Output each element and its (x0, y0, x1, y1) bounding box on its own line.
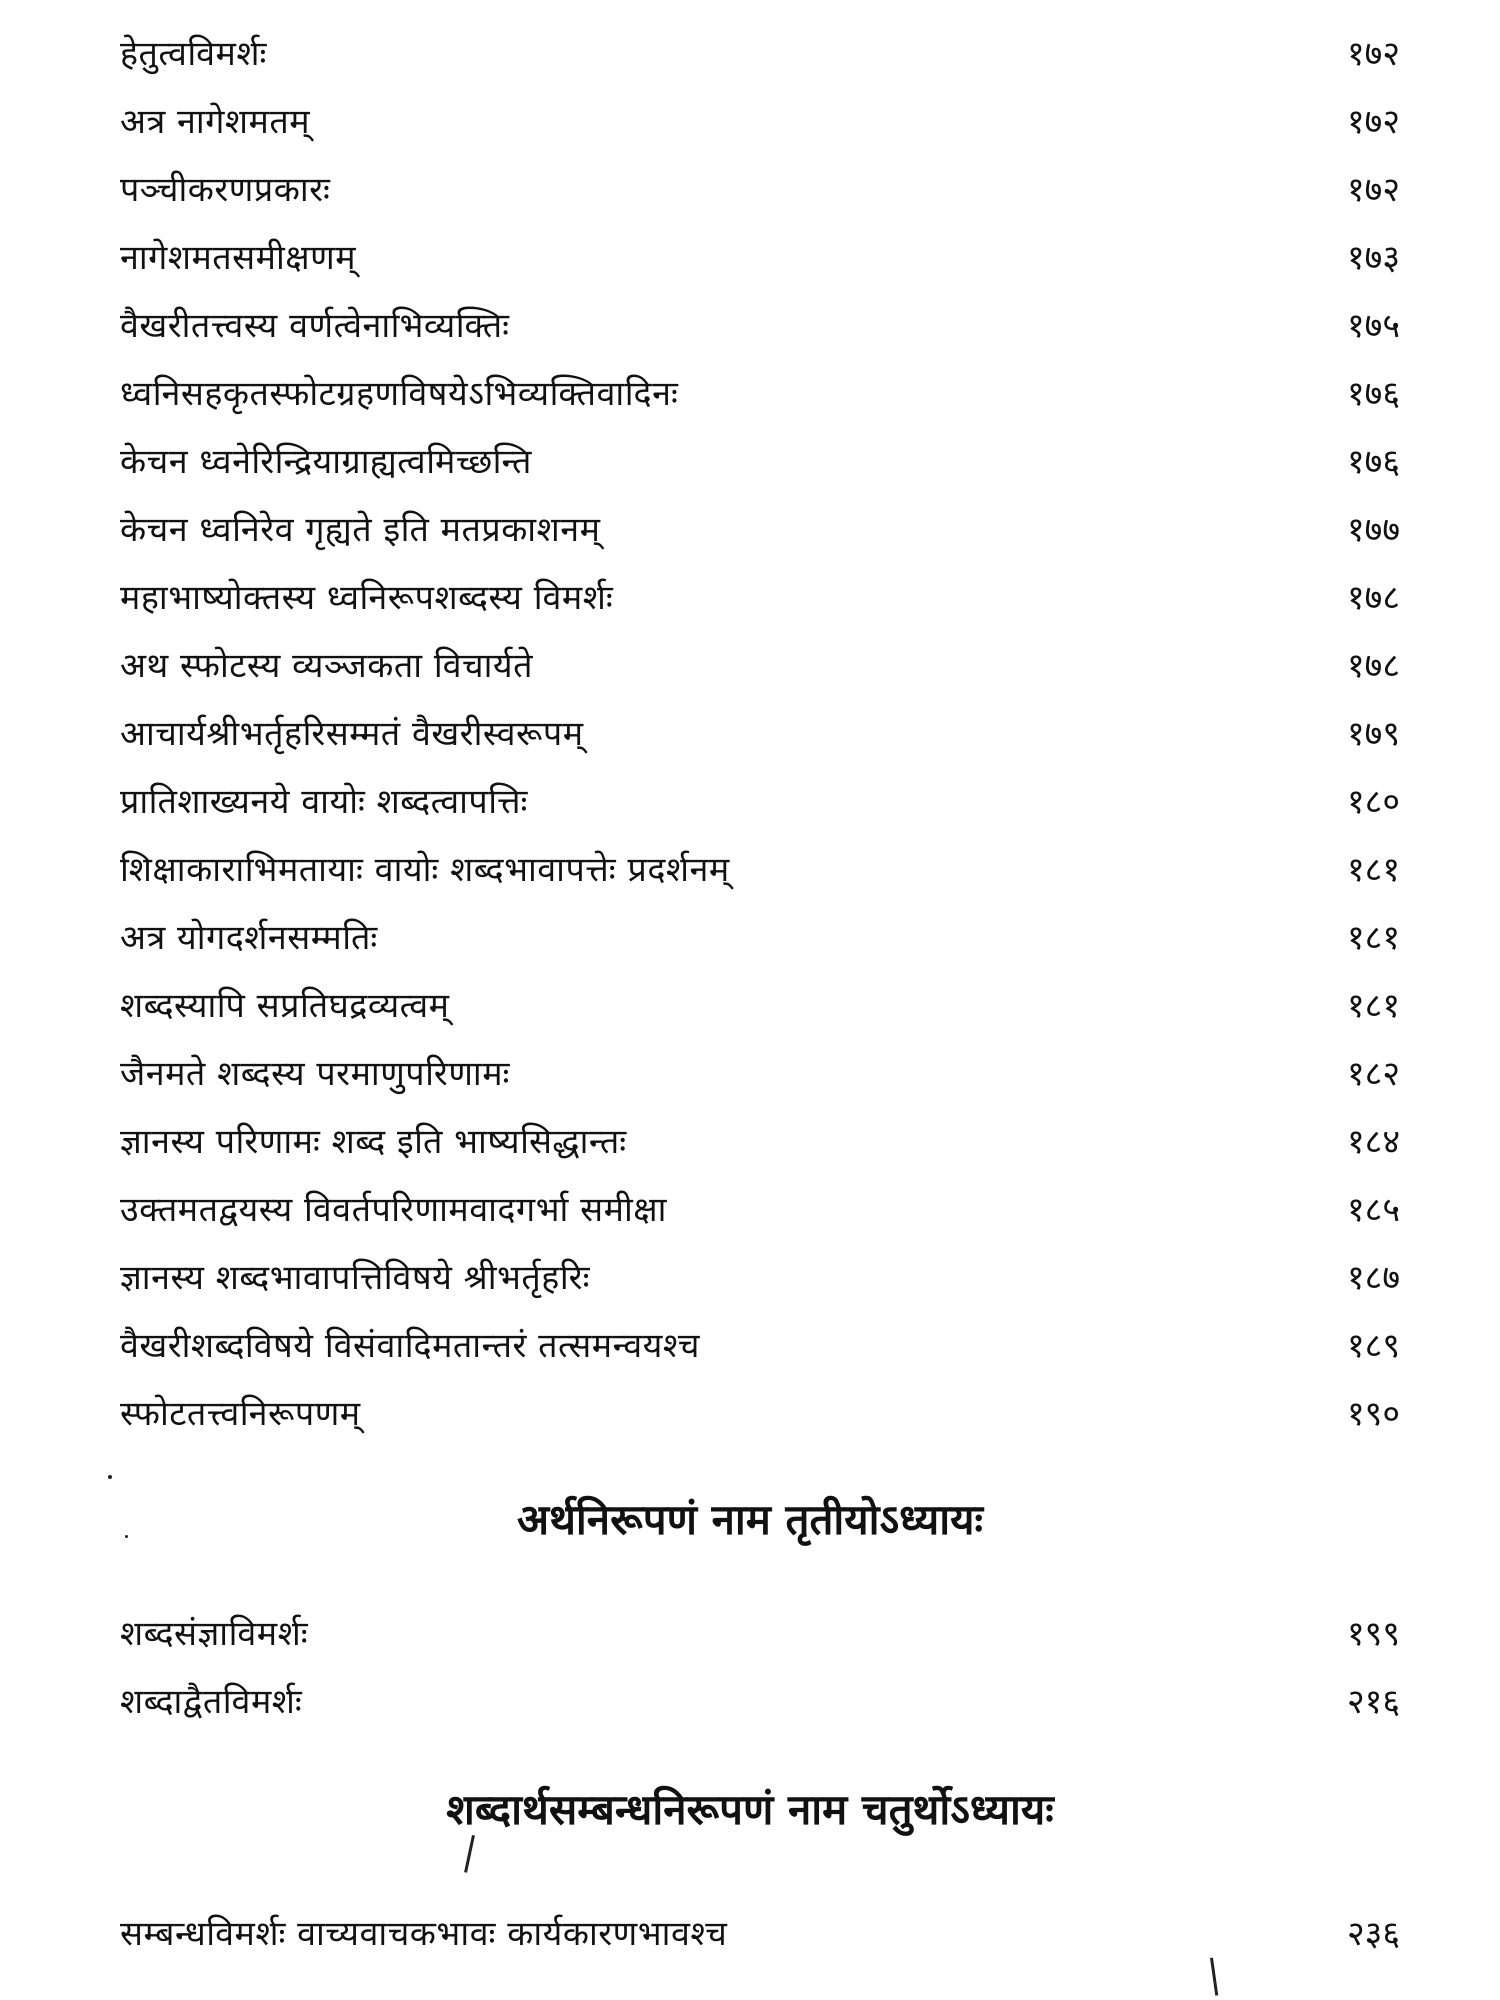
toc-entry-page: १७६ (1346, 442, 1400, 482)
toc-entry (120, 768, 1400, 836)
toc-entry-page: १८७ (1346, 1258, 1400, 1298)
toc-entry-title: उक्तमतद्वयस्य विवर्तपरिणामवादगर्भा समीक्षा (120, 1190, 667, 1230)
scan-speck (108, 1475, 112, 1479)
toc-entry (120, 1040, 1400, 1108)
toc-entry-page: १८९ (1346, 1326, 1400, 1366)
toc-entry-page: १८२ (1346, 1054, 1400, 1094)
toc-entry (120, 904, 1400, 972)
toc-entry-title: ज्ञानस्य परिणामः शब्द इति भाष्यसिद्धान्तः (120, 1122, 627, 1162)
toc-entry (120, 972, 1400, 1040)
toc-entry-page: १७५ (1346, 306, 1400, 346)
toc-entry-page: १८१ (1346, 850, 1400, 890)
toc-entry (120, 1668, 1400, 1736)
toc-entry-page: १७८ (1346, 646, 1400, 686)
toc-entry-title: ध्वनिसहकृतस्फोटग्रहणविषयेऽभिव्यक्तिवादिनः (120, 374, 679, 414)
toc-entry (120, 1176, 1400, 1244)
toc-entry-title: वैखरीशब्दविषये विसंवादिमतान्तरं तत्समन्वयश्च (120, 1326, 700, 1366)
toc-entry (120, 20, 1400, 88)
toc-entry-page: १७२ (1346, 102, 1400, 142)
toc-entry-title: केचन ध्वनिरेव गृह्यते इति मतप्रकाशनम् (120, 510, 601, 550)
toc-entry-title: सम्बन्धविमर्शः वाच्यवाचकभावः कार्यकारणभावश्च (120, 1914, 728, 1954)
chapter-heading: अर्थनिरूपणं नाम तृतीयोऽध्यायः (516, 1495, 983, 1544)
toc-entry-page: १७७ (1346, 510, 1400, 550)
toc-entry-title: महाभाष्योक्तस्य ध्वनिरूपशब्दस्य विमर्शः (120, 578, 614, 618)
toc-entry-title: हेतुत्वविमर्शः (120, 34, 267, 74)
toc-entry (120, 88, 1400, 156)
toc-entry-page: १७६ (1346, 374, 1400, 414)
toc-entry (120, 156, 1400, 224)
toc-entry-page: २१६ (1346, 1682, 1400, 1722)
toc-entry-page: १७२ (1346, 170, 1400, 210)
toc-entry-title: नागेशमतसमीक्षणम् (120, 238, 357, 278)
toc-entry-title: शिक्षाकाराभिमतायाः वायोः शब्दभावापत्तेः प्रदर्शनम् (120, 850, 730, 890)
toc-entry (120, 836, 1400, 904)
toc-entry-page: १९० (1346, 1394, 1400, 1434)
toc-entry-page: १८५ (1346, 1190, 1400, 1230)
toc-entry (120, 1108, 1400, 1176)
toc-entry-title: केचन ध्वनेरिन्द्रियाग्राह्यत्वमिच्छन्ति (120, 442, 532, 482)
toc-entry (120, 1244, 1400, 1312)
toc-entry-title: शब्दस्यापि सप्रतिघद्रव्यत्वम् (120, 986, 450, 1026)
scan-speck (125, 1535, 128, 1538)
toc-entry (120, 1380, 1400, 1448)
toc-entry-page: १७९ (1346, 714, 1400, 754)
toc-entry-title: अत्र योगदर्शनसम्मतिः (120, 918, 378, 958)
toc-entry-title: अथ स्फोटस्य व्यञ्जकता विचार्यते (120, 646, 534, 686)
toc-entry (120, 496, 1400, 564)
toc-entry (120, 564, 1400, 632)
toc-entry-page: १७२ (1346, 34, 1400, 74)
toc-entry-page: १८० (1346, 782, 1400, 822)
toc-entry (120, 360, 1400, 428)
toc-entry-title: शब्दसंज्ञाविमर्शः (120, 1614, 309, 1654)
toc-entry-page: १७८ (1346, 578, 1400, 618)
toc-entry-page: २३६ (1346, 1914, 1400, 1954)
toc-entry-page: १९९ (1346, 1614, 1400, 1654)
toc-entry (120, 224, 1400, 292)
toc-entry-title: जैनमते शब्दस्य परमाणुपरिणामः (120, 1054, 510, 1094)
chapter-heading: शब्दार्थसम्बन्धनिरूपणं नाम चतुर्थोऽध्यायः (446, 1785, 1054, 1834)
toc-entry (120, 1900, 1400, 1968)
toc-entry-title: पञ्चीकरणप्रकारः (120, 170, 331, 210)
toc-entry-title: वैखरीतत्त्वस्य वर्णत्वेनाभिव्यक्तिः (120, 306, 510, 346)
toc-entry (120, 1600, 1400, 1668)
toc-entry-title: प्रातिशाख्यनये वायोः शब्दत्वापत्तिः (120, 782, 528, 822)
toc-entry-title: अत्र नागेशमतम् (120, 102, 311, 142)
toc-entry-page: १८१ (1346, 918, 1400, 958)
toc-entry-page: १८१ (1346, 986, 1400, 1026)
toc-entry-title: आचार्यश्रीभर्तृहरिसम्मतं वैखरीस्वरूपम् (120, 714, 584, 754)
toc-entry (120, 292, 1400, 360)
toc-entry (120, 632, 1400, 700)
toc-entry-title: शब्दाद्वैतविमर्शः (120, 1682, 303, 1722)
toc-entry-title: स्फोटतत्त्वनिरूपणम् (120, 1394, 361, 1434)
toc-entry-page: १७३ (1346, 238, 1400, 278)
toc-entry (120, 700, 1400, 768)
toc-entry-title: ज्ञानस्य शब्दभावापत्तिविषये श्रीभर्तृहरिः (120, 1258, 590, 1298)
toc-entry-page: १८४ (1346, 1122, 1400, 1162)
toc-entry (120, 1312, 1400, 1380)
toc-entry (120, 428, 1400, 496)
